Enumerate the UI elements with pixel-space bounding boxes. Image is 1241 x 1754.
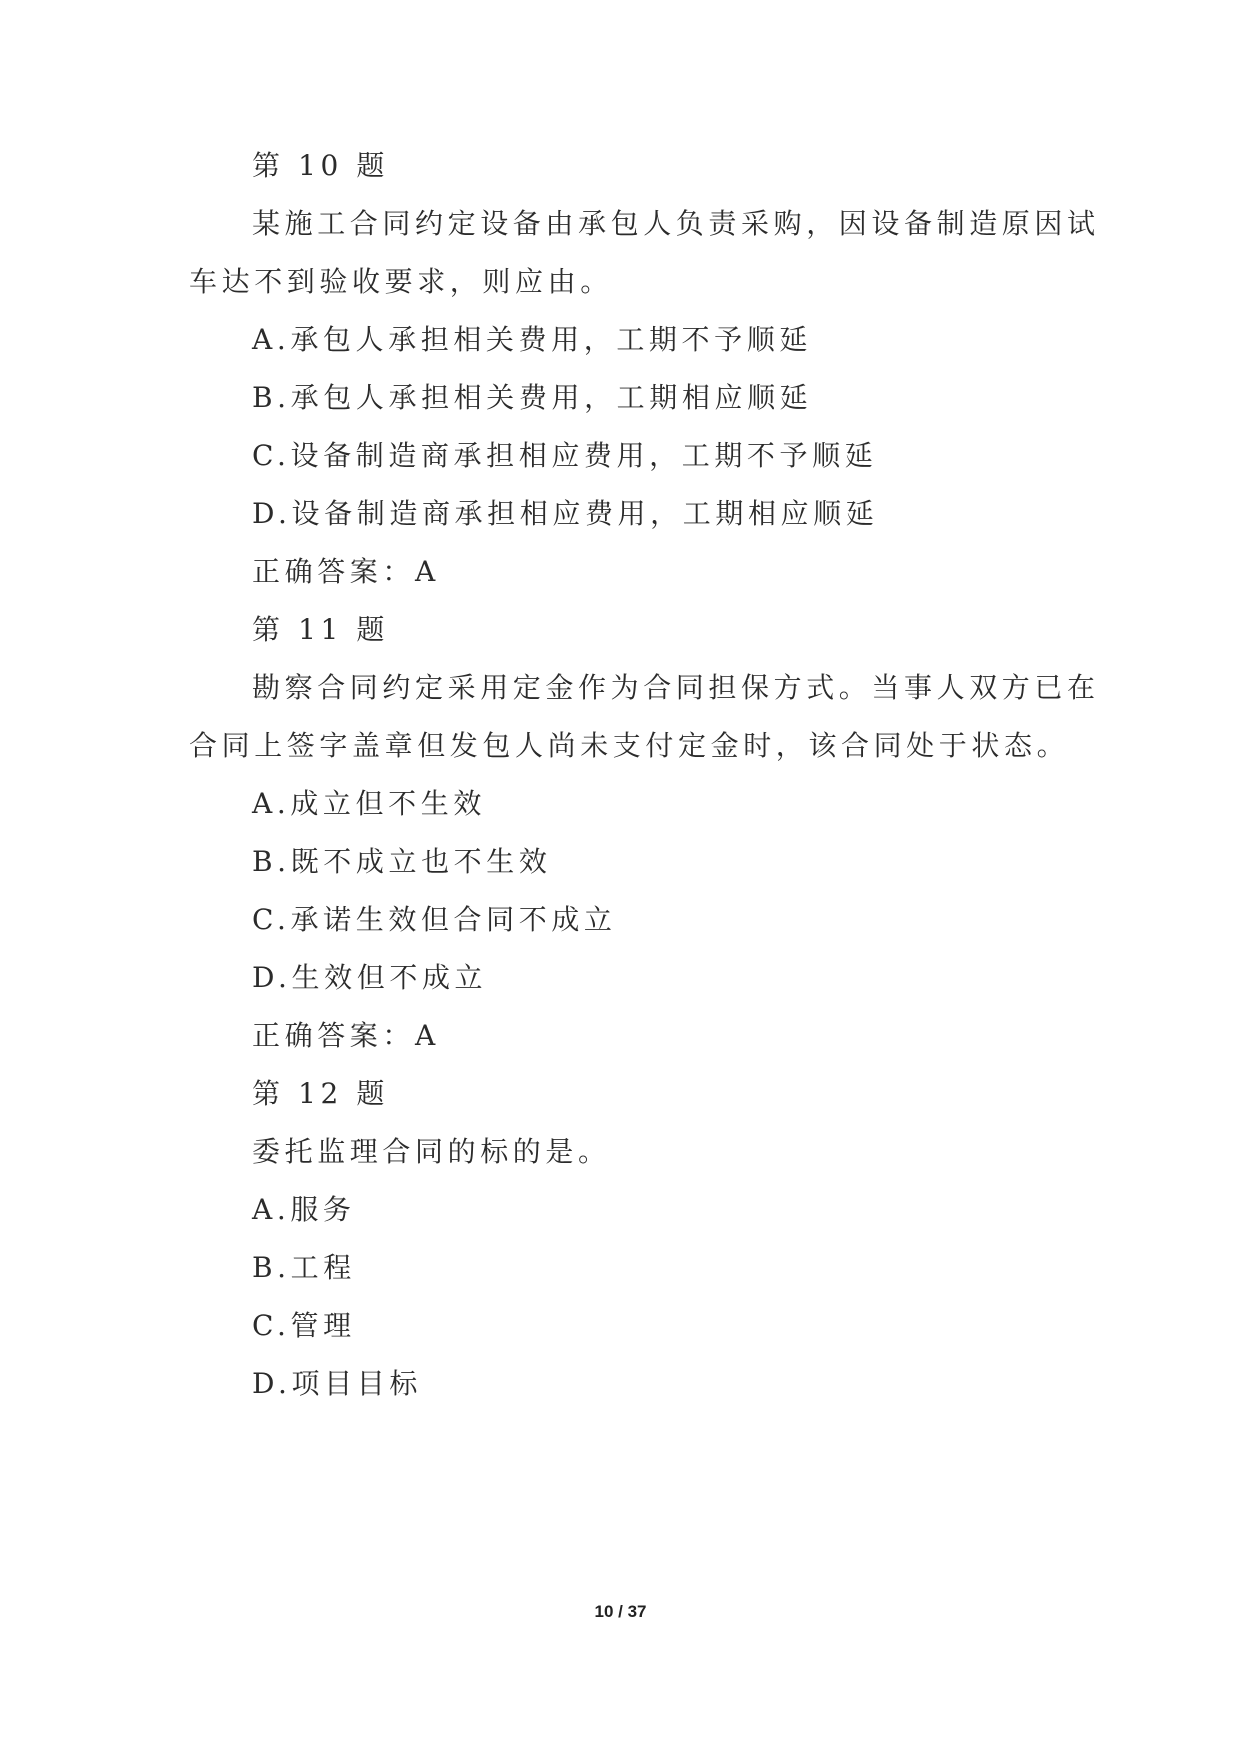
question-10-answer: 正确答案：A <box>252 555 440 588</box>
question-11-answer: 正确答案：A <box>252 1019 440 1052</box>
question-11-number: 第 11 题 <box>252 613 390 646</box>
question-12-option-b: B.工程 <box>252 1251 356 1284</box>
question-10-number: 第 10 题 <box>252 149 390 182</box>
question-10-option-d: D.设备制造商承担相应费用，工期相应顺延 <box>252 497 879 530</box>
question-11-stem-line-1: 勘察合同约定采用定金作为合同担保方式。当事人双方已在 <box>252 671 1100 704</box>
question-10-option-a: A.承包人承担相关费用，工期不予顺延 <box>252 323 812 356</box>
question-12-number: 第 12 题 <box>252 1077 390 1110</box>
question-10-stem-line-1: 某施工合同约定设备由承包人负责采购，因设备制造原因试 <box>252 207 1100 240</box>
question-11-option-a: A.成立但不生效 <box>252 787 486 820</box>
question-10-stem-line-2: 车达不到验收要求，则应由。 <box>189 265 613 298</box>
question-10-option-b: B.承包人承担相关费用，工期相应顺延 <box>252 381 813 414</box>
question-11-option-b: B.既不成立也不生效 <box>252 845 552 878</box>
question-10-option-c: C.设备制造商承担相应费用，工期不予顺延 <box>252 439 878 472</box>
question-11-option-c: C.承诺生效但合同不成立 <box>252 903 617 936</box>
question-11-stem-line-2: 合同上签字盖章但发包人尚未支付定金时，该合同处于状态。 <box>189 729 1070 762</box>
page-number: 10 / 37 <box>594 1602 647 1621</box>
question-12-option-c: C.管理 <box>252 1309 356 1342</box>
question-11-option-d: D.生效但不成立 <box>252 961 488 994</box>
question-12-stem-line-1: 委托监理合同的标的是。 <box>252 1135 611 1168</box>
question-12-option-a: A.服务 <box>252 1193 356 1226</box>
question-12-option-d: D.项目目标 <box>252 1367 422 1400</box>
